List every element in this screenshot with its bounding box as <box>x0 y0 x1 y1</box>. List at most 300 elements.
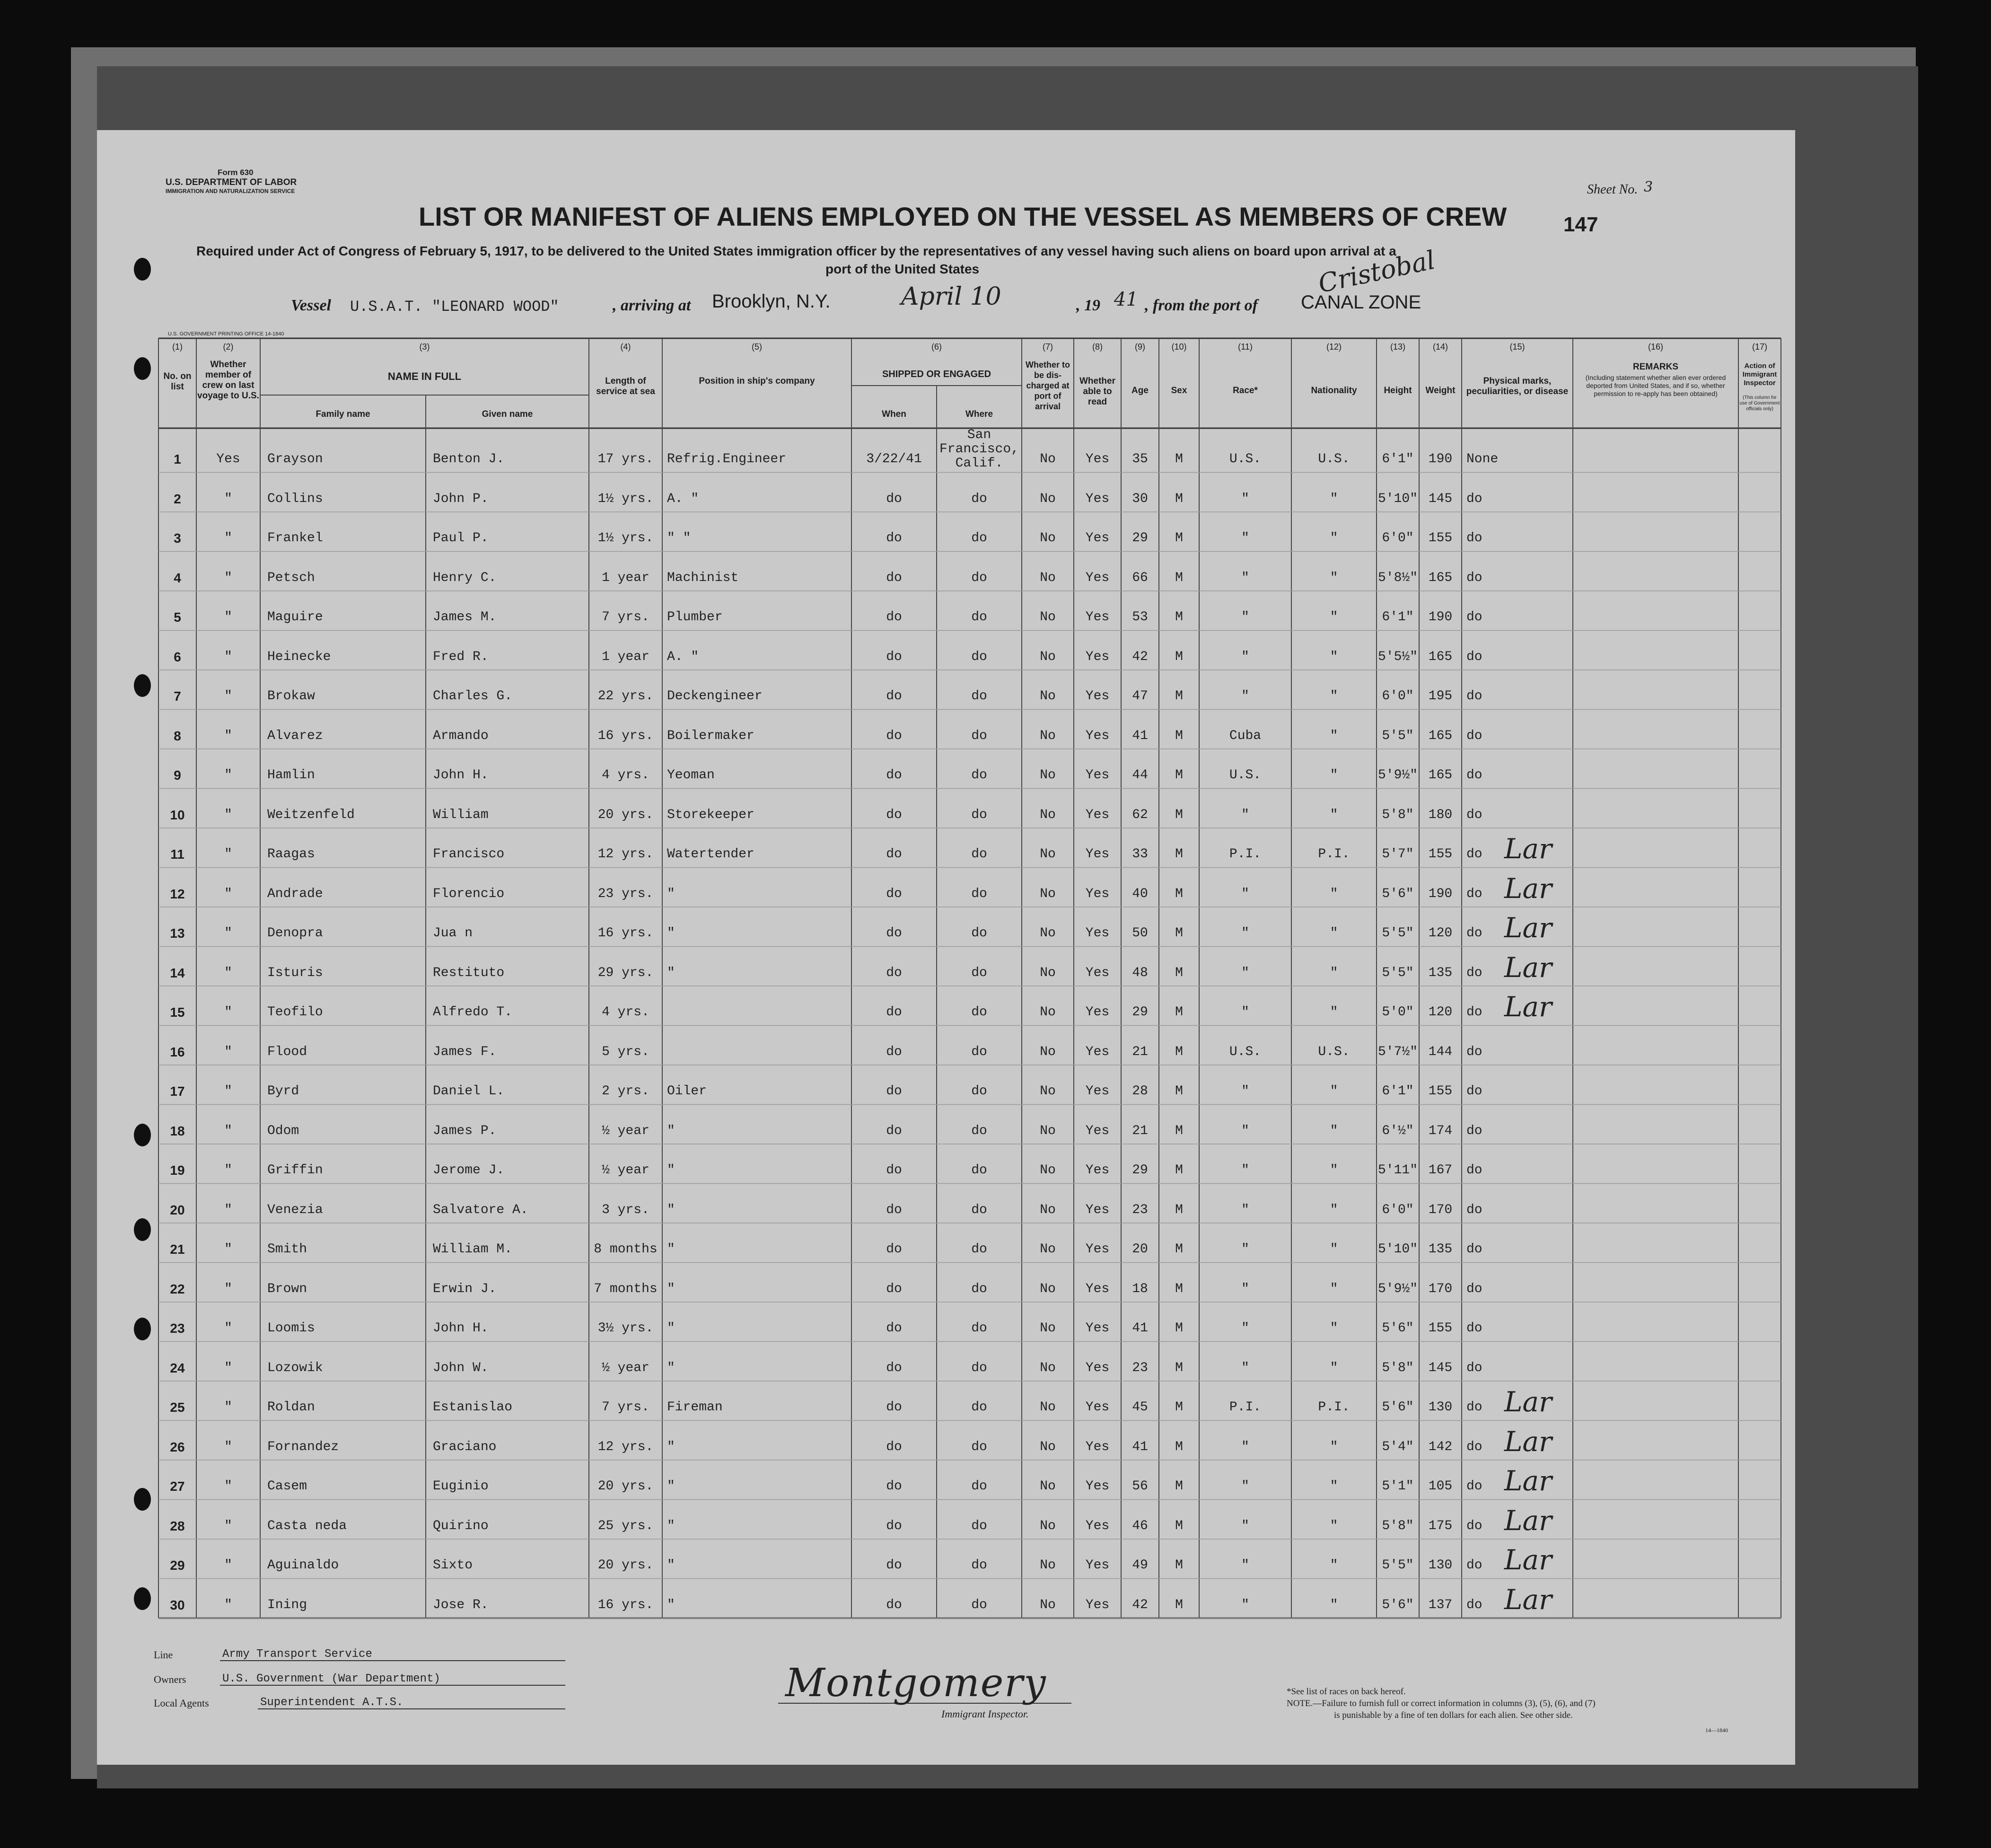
cell-position: " <box>667 926 675 941</box>
cell-where: do <box>971 728 987 743</box>
cell-crew: " <box>224 689 232 704</box>
cell-given: Alfredo T. <box>433 1005 513 1020</box>
cell-sex: M <box>1175 1163 1183 1178</box>
cell-crew: Yes <box>216 452 240 466</box>
cell-discharged: No <box>1040 886 1056 901</box>
cell-height: 6'1" <box>1382 452 1414 466</box>
arrival-port: Brooklyn, N.Y. <box>712 291 831 312</box>
cell-position: " <box>667 1123 675 1138</box>
cell-no: 24 <box>170 1360 185 1375</box>
col-head-remarks: REMARKS <box>1632 362 1679 372</box>
cell-nationality: " <box>1330 1163 1338 1178</box>
cell-sex: M <box>1175 768 1183 783</box>
col-head-height: Height <box>1384 386 1412 396</box>
cell-no: 22 <box>170 1281 185 1296</box>
cell-remark: Lar <box>1504 1465 1552 1497</box>
cell-service: 25 yrs. <box>597 1518 654 1533</box>
cell-race: " <box>1241 491 1249 506</box>
cell-where: do <box>971 1597 987 1612</box>
cell-marks: do <box>1466 1558 1482 1573</box>
cell-race: P.I. <box>1229 847 1262 862</box>
cell-read: Yes <box>1085 807 1110 822</box>
cell-service: 5 yrs. <box>602 1044 649 1059</box>
cell-read: Yes <box>1085 1281 1110 1296</box>
cell-given: Jua n <box>433 926 473 941</box>
cell-when: do <box>886 1123 902 1138</box>
cell-read: Yes <box>1085 1360 1110 1375</box>
cell-crew: " <box>224 1123 232 1138</box>
cell-age: 29 <box>1132 1163 1148 1178</box>
cell-marks: do <box>1466 847 1482 862</box>
cell-read: Yes <box>1085 689 1110 704</box>
agents-label: Local Agents <box>154 1697 209 1709</box>
cell-where: do <box>971 1281 987 1296</box>
cell-height: 5'5½" <box>1377 649 1418 664</box>
cell-sex: M <box>1175 1360 1183 1375</box>
cell-given: Henry C. <box>433 570 497 585</box>
cell-position: Refrig.Engineer <box>667 452 787 466</box>
cell-marks: do <box>1466 1439 1482 1454</box>
cell-read: Yes <box>1085 1439 1110 1454</box>
cell-discharged: No <box>1040 1242 1056 1257</box>
cell-no: 11 <box>170 847 184 862</box>
cell-remark: Lar <box>1504 1386 1552 1418</box>
col-num-1: (1) <box>172 342 183 352</box>
cell-nationality: " <box>1330 1479 1338 1494</box>
cell-marks: do <box>1466 886 1482 901</box>
cell-race: " <box>1241 1123 1249 1138</box>
cell-crew: " <box>224 1400 232 1415</box>
cell-family: Lozowik <box>267 1360 323 1375</box>
col-num-17: (17) <box>1752 342 1767 352</box>
department: U.S. DEPARTMENT OF LABOR <box>166 177 297 187</box>
cell-position: " <box>667 1518 675 1533</box>
cell-read: Yes <box>1085 847 1110 862</box>
cell-marks: do <box>1466 610 1482 625</box>
cell-weight: 120 <box>1428 926 1453 941</box>
arrival-date: April 10 <box>901 282 1001 311</box>
cell-family: Aguinaldo <box>267 1558 339 1573</box>
cell-discharged: No <box>1040 570 1056 585</box>
cell-given: Estanislao <box>433 1400 513 1415</box>
cell-no: 3 <box>174 531 181 546</box>
cell-remark: Lar <box>1504 1504 1552 1537</box>
cell-marks: do <box>1466 926 1482 941</box>
cell-position: " <box>667 1597 675 1612</box>
col-head-discharged: Whether to be dis-charged at port of arrival <box>1026 360 1070 411</box>
cell-read: Yes <box>1085 965 1110 980</box>
cell-age: 28 <box>1132 1084 1148 1099</box>
cell-read: Yes <box>1085 1518 1110 1533</box>
cell-position: Plumber <box>667 610 723 625</box>
cell-height: 5'4" <box>1382 1439 1414 1454</box>
cell-race: " <box>1241 610 1249 625</box>
cell-crew: " <box>224 965 232 980</box>
cell-marks: do <box>1466 1597 1482 1612</box>
cell-nationality: " <box>1330 1005 1338 1020</box>
cell-given: Jose R. <box>433 1597 489 1612</box>
col-num-12: (12) <box>1326 342 1342 352</box>
cell-crew: " <box>224 1044 232 1059</box>
cell-family: Denopra <box>267 926 323 941</box>
cell-marks: do <box>1466 1321 1482 1336</box>
cell-crew: " <box>224 1360 232 1375</box>
cell-nationality: " <box>1330 728 1338 743</box>
cell-when: do <box>886 1321 902 1336</box>
cell-height: 6'½" <box>1382 1123 1414 1138</box>
cell-age: 41 <box>1132 1321 1148 1336</box>
cell-given: John W. <box>433 1360 489 1375</box>
cell-sex: M <box>1175 1597 1183 1612</box>
cell-family: Odom <box>267 1123 299 1138</box>
cell-weight: 105 <box>1428 1479 1453 1494</box>
cell-service: 22 yrs. <box>597 689 654 704</box>
col-head-age: Age <box>1131 386 1149 396</box>
cell-nationality: " <box>1330 1281 1338 1296</box>
cell-service: ½ year <box>602 1123 649 1138</box>
cell-weight: 170 <box>1428 1281 1453 1296</box>
cell-race: " <box>1241 1479 1249 1494</box>
cell-weight: 130 <box>1428 1558 1453 1573</box>
cell-where: do <box>971 570 987 585</box>
cell-remark: Lar <box>1504 991 1552 1023</box>
cell-age: 42 <box>1132 649 1148 664</box>
col-num-14: (14) <box>1432 342 1448 352</box>
cell-sex: M <box>1175 1518 1183 1533</box>
cell-when: do <box>886 1163 902 1178</box>
cell-race: " <box>1241 886 1249 901</box>
cell-discharged: No <box>1040 1084 1056 1099</box>
cell-height: 5'5" <box>1382 926 1414 941</box>
cell-race: " <box>1241 1558 1249 1573</box>
cell-position: " <box>667 1163 675 1178</box>
col-head-read: Whether able to read <box>1079 376 1115 407</box>
cell-where: do <box>971 1123 987 1138</box>
cell-race: U.S. <box>1229 452 1262 466</box>
cell-nationality: " <box>1330 1084 1338 1099</box>
cell-height: 5'8" <box>1382 1360 1414 1375</box>
cell-family: Brokaw <box>267 689 315 704</box>
inspector-label: Immigrant Inspector. <box>941 1708 1029 1720</box>
cell-race: " <box>1241 1005 1249 1020</box>
cell-service: 20 yrs. <box>597 807 654 822</box>
cell-given: John H. <box>433 1321 489 1336</box>
cell-remark: Lar <box>1504 1544 1552 1576</box>
col-head-service: Length of service at sea <box>596 376 655 396</box>
cell-remark: Lar <box>1504 1425 1552 1458</box>
cell-weight: 167 <box>1428 1163 1453 1178</box>
cell-height: 5'5" <box>1382 1558 1414 1573</box>
cell-when: do <box>886 610 902 625</box>
cell-where: do <box>971 1163 987 1178</box>
cell-given: Francisco <box>433 847 505 862</box>
cell-service: 7 yrs. <box>602 1400 649 1415</box>
cell-nationality: " <box>1330 1321 1338 1336</box>
cell-given: John H. <box>433 768 489 783</box>
col-head-when: When <box>882 409 906 419</box>
cell-crew: " <box>224 1597 232 1612</box>
cell-no: 8 <box>174 728 181 743</box>
cell-age: 66 <box>1132 570 1148 585</box>
cell-race: " <box>1241 1360 1249 1375</box>
cell-where: do <box>971 886 987 901</box>
from-port-label: , from the port of <box>1145 297 1258 314</box>
cell-no: 4 <box>174 570 181 585</box>
cell-service: 29 yrs. <box>597 965 654 980</box>
cell-service: 1½ yrs. <box>597 491 654 506</box>
cell-where: do <box>971 1321 987 1336</box>
cell-read: Yes <box>1085 610 1110 625</box>
cell-marks: do <box>1466 1084 1482 1099</box>
cell-race: " <box>1241 570 1249 585</box>
cell-discharged: No <box>1040 847 1056 862</box>
cell-given: Restituto <box>433 965 505 980</box>
cell-service: 17 yrs. <box>597 452 654 466</box>
cell-service: 7 yrs. <box>602 610 649 625</box>
cell-discharged: No <box>1040 491 1056 506</box>
cell-family: Heinecke <box>267 649 331 664</box>
service: IMMIGRATION AND NATURALIZATION SERVICE <box>166 188 295 194</box>
cell-when: do <box>886 1084 902 1099</box>
cell-read: Yes <box>1085 1163 1110 1178</box>
cell-crew: " <box>224 1518 232 1533</box>
cell-family: Byrd <box>267 1084 299 1099</box>
cell-read: Yes <box>1085 926 1110 941</box>
cell-height: 6'0" <box>1382 531 1414 546</box>
cell-height: 6'0" <box>1382 689 1414 704</box>
cell-where: do <box>971 1518 987 1533</box>
cell-given: Armando <box>433 728 489 743</box>
cell-discharged: No <box>1040 1479 1056 1494</box>
cell-sex: M <box>1175 1479 1183 1494</box>
cell-no: 23 <box>170 1321 185 1336</box>
cell-family: Roldan <box>267 1400 315 1415</box>
owners-value: U.S. Government (War Department) <box>222 1672 440 1685</box>
cell-no: 25 <box>170 1400 185 1415</box>
manifest-sheet <box>97 130 1795 1765</box>
cell-crew: " <box>224 1558 232 1573</box>
cell-weight: 135 <box>1428 1242 1453 1257</box>
cell-sex: M <box>1175 1005 1183 1020</box>
cell-no: 6 <box>174 649 181 664</box>
cell-read: Yes <box>1085 728 1110 743</box>
page-title: LIST OR MANIFEST OF ALIENS EMPLOYED ON THE VESSEL AS MEMBERS OF CREW <box>419 202 1507 231</box>
cell-sex: M <box>1175 886 1183 901</box>
cell-service: 8 months <box>594 1242 658 1257</box>
cell-read: Yes <box>1085 1084 1110 1099</box>
cell-weight: 175 <box>1428 1518 1453 1533</box>
cell-given: William <box>433 807 489 822</box>
cell-service: 1½ yrs. <box>597 531 654 546</box>
col-head-action-note: (This column for use of Government officials only) <box>1739 395 1780 412</box>
cell-discharged: No <box>1040 768 1056 783</box>
cell-service: 16 yrs. <box>597 1597 654 1612</box>
cell-where: do <box>971 1479 987 1494</box>
cell-where: do <box>971 1360 987 1375</box>
cell-given: Florencio <box>433 886 505 901</box>
cell-given: Charles G. <box>433 689 513 704</box>
cell-age: 33 <box>1132 847 1148 862</box>
cell-discharged: No <box>1040 1360 1056 1375</box>
departure-port: CANAL ZONE <box>1301 292 1421 313</box>
cell-no: 27 <box>170 1479 185 1494</box>
cell-nationality: P.I. <box>1318 847 1350 862</box>
cell-family: Alvarez <box>267 728 323 743</box>
cell-position: " <box>667 1479 675 1494</box>
cell-position: Storekeeper <box>667 807 754 822</box>
cell-crew: " <box>224 807 232 822</box>
cell-given: Fred R. <box>433 649 489 664</box>
cell-when: do <box>886 1044 902 1059</box>
cell-height: 5'6" <box>1382 1597 1414 1612</box>
cell-age: 21 <box>1132 1044 1148 1059</box>
cell-remark: Lar <box>1504 833 1552 865</box>
cell-crew: " <box>224 1242 232 1257</box>
cell-no: 10 <box>170 807 185 822</box>
cell-family: Fornandez <box>267 1439 339 1454</box>
vessel-name: U.S.A.T. "LEONARD WOOD" <box>350 298 559 316</box>
departure-port-written: Cristobal <box>1316 245 1438 299</box>
cell-age: 46 <box>1132 1518 1148 1533</box>
cell-marks: do <box>1466 768 1482 783</box>
cell-no: 20 <box>170 1202 185 1217</box>
cell-crew: " <box>224 1163 232 1178</box>
cell-where: do <box>971 649 987 664</box>
cell-no: 21 <box>170 1242 185 1257</box>
cell-height: 5'6" <box>1382 1321 1414 1336</box>
cell-when: do <box>886 491 902 506</box>
cell-service: ½ year <box>602 1360 649 1375</box>
cell-no: 19 <box>170 1163 185 1178</box>
cell-service: 1 year <box>602 649 649 664</box>
cell-discharged: No <box>1040 531 1056 546</box>
cell-crew: " <box>224 649 232 664</box>
cell-nationality: " <box>1330 1558 1338 1573</box>
cell-age: 40 <box>1132 886 1148 901</box>
cell-given: Erwin J. <box>433 1281 497 1296</box>
cell-sex: M <box>1175 452 1183 466</box>
cell-weight: 145 <box>1428 491 1453 506</box>
cell-nationality: " <box>1330 1242 1338 1257</box>
cell-marks: do <box>1466 1123 1482 1138</box>
cell-service: 16 yrs. <box>597 926 654 941</box>
cell-age: 21 <box>1132 1123 1148 1138</box>
cell-no: 12 <box>170 886 185 901</box>
cell-discharged: No <box>1040 728 1056 743</box>
cell-service: 4 yrs. <box>602 1005 649 1020</box>
cell-height: 5'6" <box>1382 886 1414 901</box>
cell-service: 7 months <box>594 1281 658 1296</box>
cell-where: do <box>971 926 987 941</box>
cell-service: 23 yrs. <box>597 886 654 901</box>
cell-read: Yes <box>1085 1123 1110 1138</box>
cell-race: " <box>1241 926 1249 941</box>
cell-given: William M. <box>433 1242 513 1257</box>
cell-crew: " <box>224 570 232 585</box>
col-head-remarks-note: (Including statement whether alien ever ordered deported from United States, and if so, whether permission to re-apply has been obtained) <box>1585 374 1726 397</box>
cell-age: 44 <box>1132 768 1148 783</box>
cell-sex: M <box>1175 491 1183 506</box>
cell-discharged: No <box>1040 1518 1056 1533</box>
cell-when: do <box>886 1400 902 1415</box>
cell-race: " <box>1241 531 1249 546</box>
cell-height: 6'1" <box>1382 610 1414 625</box>
cell-marks: do <box>1466 570 1482 585</box>
col-head-name: NAME IN FULL <box>387 370 462 382</box>
cell-height: 5'10" <box>1377 491 1418 506</box>
col-num-3: (3) <box>419 342 430 352</box>
cell-age: 23 <box>1132 1202 1148 1217</box>
cell-given: Salvatore A. <box>433 1202 528 1217</box>
cell-given: James M. <box>433 610 497 625</box>
cell-service: 2 yrs. <box>602 1084 649 1099</box>
cell-position: " <box>667 1558 675 1573</box>
cell-read: Yes <box>1085 649 1110 664</box>
cell-marks: do <box>1466 807 1482 822</box>
cell-nationality: " <box>1330 491 1338 506</box>
cell-when: do <box>886 1281 902 1296</box>
cell-crew: " <box>224 847 232 862</box>
cell-where: do <box>971 965 987 980</box>
cell-position: " <box>667 886 675 901</box>
cell-position: A. " <box>667 491 699 506</box>
cell-where: do <box>971 610 987 625</box>
col-head-weight: Weight <box>1425 386 1456 396</box>
cell-age: 45 <box>1132 1400 1148 1415</box>
cell-sex: M <box>1175 965 1183 980</box>
cell-position: " <box>667 1281 675 1296</box>
cell-no: 16 <box>170 1044 185 1059</box>
cell-age: 48 <box>1132 965 1148 980</box>
cell-when: do <box>886 847 902 862</box>
cell-discharged: No <box>1040 1005 1056 1020</box>
cell-weight: 142 <box>1428 1439 1453 1454</box>
cell-nationality: " <box>1330 610 1338 625</box>
cell-service: 12 yrs. <box>597 1439 654 1454</box>
cell-nationality: " <box>1330 926 1338 941</box>
col-num-11: (11) <box>1238 342 1253 352</box>
cell-race: " <box>1241 807 1249 822</box>
cell-marks: do <box>1466 649 1482 664</box>
cell-where: do <box>971 807 987 822</box>
cell-no: 5 <box>174 610 181 625</box>
cell-sex: M <box>1175 1242 1183 1257</box>
cell-position: " <box>667 965 675 980</box>
cell-family: Brown <box>267 1281 307 1296</box>
inspector-signature: Montgomery <box>785 1661 1047 1706</box>
cell-height: 5'7" <box>1382 847 1414 862</box>
cell-read: Yes <box>1085 1597 1110 1612</box>
cell-family: Casta neda <box>267 1518 347 1533</box>
cell-family: Maguire <box>267 610 323 625</box>
col-num-8: (8) <box>1092 342 1103 352</box>
cell-service: 4 yrs. <box>602 768 649 783</box>
cell-where: San Francisco, Calif. <box>939 428 1019 471</box>
cell-nationality: " <box>1330 768 1338 783</box>
cell-no: 1 <box>174 452 181 466</box>
printer-line: U.S. GOVERNMENT PRINTING OFFICE 14-1840 <box>168 331 284 337</box>
cell-race: " <box>1241 1281 1249 1296</box>
cell-position: Machinist <box>667 570 739 585</box>
cell-discharged: No <box>1040 452 1056 466</box>
cell-position: Yeoman <box>667 768 715 783</box>
cell-marks: do <box>1466 1400 1482 1415</box>
cell-position: Watertender <box>667 847 754 862</box>
cell-when: do <box>886 728 902 743</box>
cell-marks: do <box>1466 1005 1482 1020</box>
cell-marks: do <box>1466 531 1482 546</box>
col-num-15: (15) <box>1509 342 1525 352</box>
